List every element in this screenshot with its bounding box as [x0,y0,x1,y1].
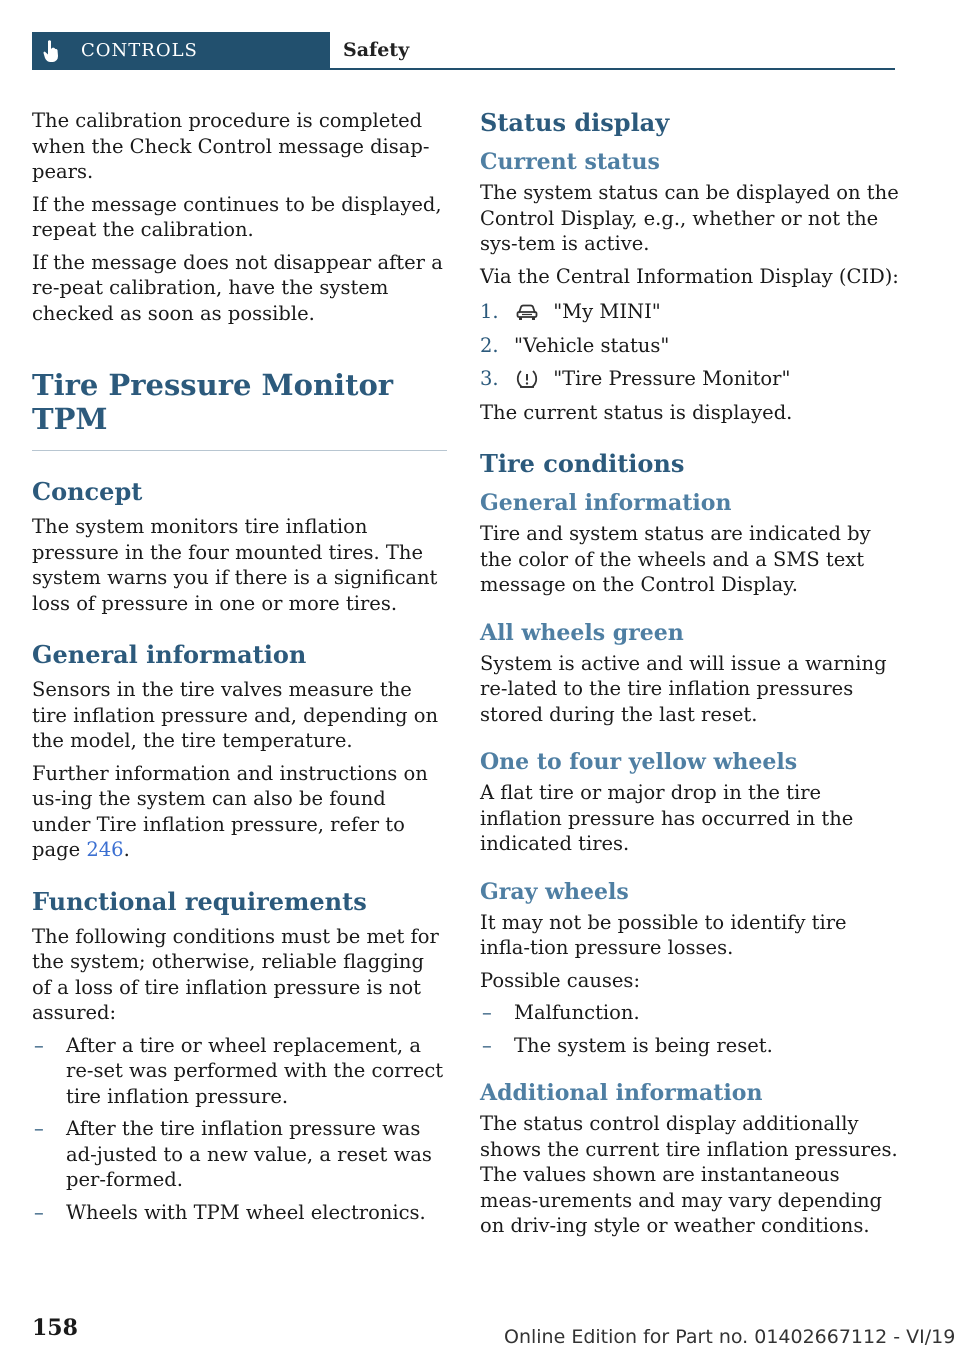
dash-bullet: – [34,1033,44,1057]
step-number: 1. [480,300,499,323]
list-item [32,1200,447,1226]
step-item [480,299,900,325]
green-wheels-heading: All wheels green [480,619,684,646]
step-item [480,333,900,359]
hand-pointer-icon [42,39,60,63]
right-column [480,108,900,1246]
requirements-text: The following conditions must be met for the system; otherwise, reliable flagging of a loss of tire inflation pressure is not assured: [32,924,439,1024]
current-status-heading: Current status [480,149,660,175]
additional-info-heading: Additional information [480,1080,763,1106]
status-display-heading: Status display [480,108,670,137]
requirements-list [32,1033,447,1226]
causes-list [480,1000,900,1058]
chapter-title: Tire Pressure Monitor TPM [32,368,447,451]
step-label: "Vehicle status" [514,333,670,357]
gray-wheels-heading: Gray wheels [480,878,629,905]
left-column [32,108,447,1232]
concept-text: The system monitors tire inflation pressure in the four mounted tires. The system warns you if there is a significant loss of pressure in one or more tires. [32,515,438,615]
general-info-subheading: General information [480,490,732,516]
possible-causes-text: Possible causes: [480,968,641,992]
list-item-text: After a tire or wheel replacement, a re-set was performed with the correct tire inflation pressure. [66,1033,444,1108]
intro-paragraph: If the message does not disappear after a re-peat calibration, have the system checked as soon as possible. [32,250,443,325]
step-label: "My MINI" [553,300,661,323]
sentence-period: . [123,838,130,861]
yellow-wheels-heading: One to four yellow wheels [480,749,798,775]
status-displayed-text: The current status is displayed. [480,400,793,424]
list-item [480,1033,900,1059]
yellow-wheels-text: A flat tire or major drop in the tire inflation pressure has occurred in the indicated tires. [480,781,854,855]
list-item [32,1033,447,1110]
list-item [480,1000,900,1026]
section-label: Safety [343,39,410,61]
tire-conditions-heading: Tire conditions [480,449,685,478]
chapter-tab [32,32,330,70]
list-item [32,1116,447,1193]
general-info-subtext: Tire and system status are indicated by the color of the wheels and a SMS text message on the Control Display. [480,522,871,596]
step-label: "Tire Pressure Monitor" [553,367,791,390]
page-reference-link[interactable]: 246 [86,838,124,861]
cid-intro-text: Via the Central Information Display (CID): [480,264,899,288]
additional-info-text: The status control display additionally shows the current tire inflation pressures. The values shown are instantaneous meas-urements and may vary depending on driv-ing style or weather conditions. [480,1112,898,1237]
page-number: 158 [32,1315,78,1341]
requirements-heading: Functional requirements [32,886,367,916]
current-status-text: The system status can be displayed on the Control Display, e.g., whether or not the sys-tem is active. [480,181,899,255]
list-item-text: After the tire inflation pressure was ad-justed to a new value, a reset was per-formed. [66,1117,432,1191]
page-header [32,32,895,70]
intro-paragraph: If the message continues to be displayed, repeat the calibration. [32,192,442,241]
green-wheels-text: System is active and will issue a warning re-lated to the tire inflation pressures stored during the last reset. [480,651,887,726]
further-info-body: Further information and instructions on us-ing the system can also be found under Tire inflation pressure, refer to page [32,761,428,861]
step-number: 2. [480,333,499,357]
header-rule [330,68,895,70]
list-item-text: Malfunction. [514,1001,640,1024]
car-icon [516,302,538,322]
general-info-heading: General information [32,640,307,669]
step-item [480,366,900,392]
dash-bullet: – [34,1200,44,1224]
list-item-text: The system is being reset. [514,1033,773,1057]
concept-heading: Concept [32,477,143,506]
step-number: 3. [480,367,499,390]
further-info-text [32,761,447,863]
tire-warning-icon [516,369,538,389]
chapter-label: CONTROLS [81,40,198,61]
dash-bullet: – [482,1033,492,1057]
dash-bullet: – [34,1117,44,1140]
dash-bullet: – [482,1001,492,1024]
list-item-text: Wheels with TPM wheel electronics. [66,1200,426,1224]
gray-wheels-text: It may not be possible to identify tire infla-tion pressure losses. [480,910,847,959]
edition-footer: Online Edition for Part no. 01402667112 - VI/19 [504,1326,956,1348]
general-info-text: Sensors in the tire valves measure the tire inflation pressure and, depending on the model, the tire temperature. [32,678,439,752]
intro-paragraph: The calibration procedure is completed when the Check Control message disap-pears. [32,109,430,183]
cid-steps-list [480,299,900,392]
